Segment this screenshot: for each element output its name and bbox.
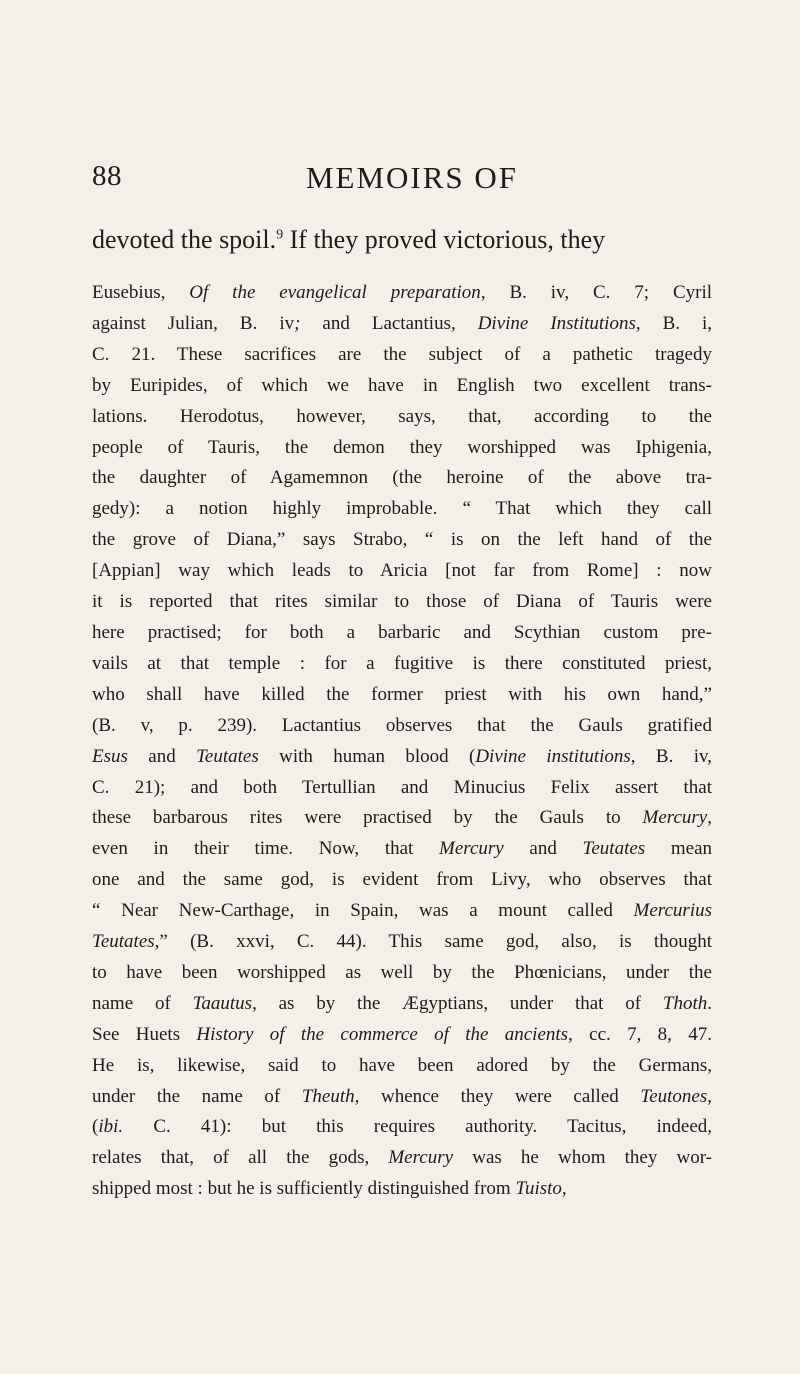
text-segment: , whence they were called	[354, 1085, 641, 1107]
text-segment: ,	[707, 807, 712, 829]
footnote-line	[92, 1020, 712, 1051]
text-segment: gedy): a notion highly improbable. “ That which they call	[92, 498, 712, 520]
text-segment: it is reported that rites similar to those of Diana of Tauris were	[92, 591, 712, 613]
footnote-line	[92, 618, 712, 649]
italic-text: Thoth	[662, 992, 708, 1014]
main-text-line	[92, 224, 712, 255]
text-segment: relates that, of all the gods,	[92, 1147, 389, 1169]
footnote-line	[92, 525, 712, 556]
italic-text: Mercurius	[633, 900, 712, 922]
footnote-line	[92, 340, 712, 371]
text-segment: , cc. 7, 8, 47.	[568, 1023, 712, 1045]
italic-text: Teutones	[640, 1085, 708, 1107]
footnote-line	[92, 896, 712, 927]
italic-text: Of the evangelical preparation	[189, 282, 481, 303]
text-segment: against Julian, B. iv	[92, 312, 295, 334]
italic-text: Teutates	[92, 931, 155, 953]
text-segment: C. 21. These sacrifices are the subject of a pathetic tragedy	[92, 343, 712, 365]
text-segment: who shall have killed the former priest with his own hand,”	[92, 683, 712, 705]
text-segment: , B. iv, C. 7; Cyril	[480, 282, 713, 303]
text-segment: C. 41): but this requires authority. Tacitus, indeed,	[123, 1116, 712, 1138]
footnote-line	[92, 1174, 712, 1205]
italic-text: ibi.	[98, 1116, 124, 1138]
text-segment: C. 21); and both Tertullian and Minucius Felix assert that	[92, 776, 712, 798]
text-segment: ,” (B. xxvi, C. 44). This same god, also, is thought	[154, 931, 712, 953]
text-segment: was he whom they wor-	[453, 1147, 712, 1169]
text-segment: here practised; for both a barbaric and Scythian custom pre-	[92, 621, 712, 643]
footnote-line	[92, 1082, 712, 1113]
italic-text: Teutates	[196, 745, 259, 767]
footnote-line	[92, 309, 712, 340]
text-segment: and	[127, 745, 197, 767]
page-header	[92, 160, 732, 200]
footnote-line	[92, 402, 712, 433]
footnote-line	[92, 803, 712, 834]
italic-text: History of the commerce of the ancients	[196, 1023, 569, 1045]
text-segment: “ Near New-Carthage, in Spain, was a mount called	[92, 900, 634, 922]
text-segment: , B. i,	[635, 312, 713, 334]
text-segment: .	[707, 992, 712, 1014]
text-segment: Eusebius,	[92, 282, 190, 303]
text-segment: and	[503, 838, 583, 860]
text-segment: See Huets	[92, 1023, 197, 1045]
footnote-line	[92, 278, 712, 309]
footnote-line	[92, 865, 712, 896]
footnote-line	[92, 1143, 712, 1174]
text-segment: mean	[645, 838, 712, 860]
italic-text: Tuisto	[515, 1178, 562, 1200]
main-text-end: If they proved victorious, they	[283, 225, 606, 254]
text-segment: and Lactantius,	[300, 312, 478, 334]
text-segment: people of Tauris, the demon they worshipped was Iphigenia,	[92, 436, 712, 458]
italic-text: Esus	[92, 745, 128, 767]
text-segment: the daughter of Agamemnon (the heroine of the above tra-	[92, 467, 712, 489]
text-segment: ,	[561, 1178, 567, 1200]
text-segment: name of	[92, 992, 193, 1014]
text-segment: under the name of	[92, 1085, 302, 1107]
footnote-line	[92, 371, 712, 402]
text-segment: (B. v, p. 239). Lactantius observes that the Gauls gratified	[92, 714, 712, 736]
footnote-line	[92, 463, 712, 494]
italic-text: Theuth	[301, 1085, 355, 1107]
footnote-line	[92, 433, 712, 464]
page-number: 88	[92, 160, 122, 192]
footnote-line	[92, 680, 712, 711]
footnote-line	[92, 927, 712, 958]
text-segment: vails at that temple : for a fugitive is there constituted priest,	[92, 652, 712, 674]
text-segment: shipped most : but he is sufficiently distinguished from	[92, 1178, 516, 1200]
footnote-line	[92, 1112, 712, 1143]
text-segment: even in their time. Now, that	[92, 838, 440, 860]
italic-text: Divine Institutions	[477, 312, 636, 334]
footnote-line	[92, 711, 712, 742]
italic-text: Divine institutions	[475, 745, 631, 767]
footnote-line	[92, 649, 712, 680]
italic-text: ;	[294, 312, 301, 334]
italic-text: Teutates	[582, 838, 646, 860]
italic-text: Mercury	[642, 807, 708, 829]
text-segment: , as by the Ægyptians, under that of	[252, 992, 663, 1014]
text-segment: the grove of Diana,” says Strabo, “ is on the left hand of the	[92, 529, 712, 551]
text-segment: , B. iv,	[630, 745, 713, 767]
text-segment: with human blood (	[258, 745, 476, 767]
running-head: MEMOIRS OF	[305, 160, 519, 195]
footnote-line	[92, 958, 712, 989]
italic-text: Taautus	[192, 992, 253, 1014]
text-segment: by Euripides, of which we have in English two excellent trans-	[92, 374, 712, 396]
text-segment: to have been worshipped as well by the Phœnicians, under the	[92, 961, 712, 983]
footnote-reference: 9	[276, 227, 284, 243]
italic-text: Mercury	[388, 1147, 454, 1169]
footnote-block	[92, 278, 712, 1205]
text-segment: He is, likewise, said to have been adored by the Germans,	[92, 1054, 712, 1076]
footnote-line	[92, 989, 712, 1020]
text-segment: one and the same god, is evident from Livy, who observes that	[92, 869, 712, 891]
footnote-line	[92, 834, 712, 865]
footnote-line	[92, 742, 712, 773]
text-segment: these barbarous rites were practised by the Gauls to	[92, 807, 643, 829]
footnote-line	[92, 587, 712, 618]
footnote-line	[92, 773, 712, 804]
text-segment: ,	[707, 1085, 712, 1107]
footnote-line	[92, 1051, 712, 1082]
text-segment: lations. Herodotus, however, says, that, according to the	[92, 405, 712, 427]
footnote-line	[92, 494, 712, 525]
text-segment: (	[92, 1116, 99, 1138]
italic-text: Mercury	[439, 838, 504, 860]
footnote-line	[92, 556, 712, 587]
main-text-start: devoted the spoil.	[92, 225, 277, 254]
text-segment: [Appian] way which leads to Aricia [not far from Rome] : now	[92, 560, 712, 582]
